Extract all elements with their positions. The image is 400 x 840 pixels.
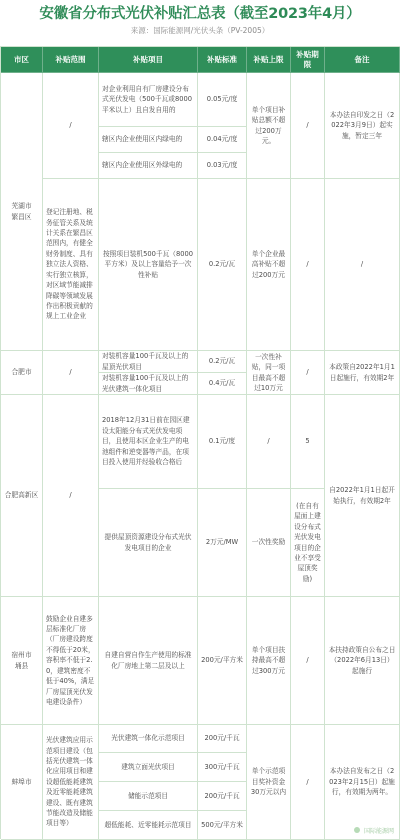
std-suzhou: 200元/平方米 (198, 597, 247, 725)
city-gaoxin: 合肥高新区 (1, 395, 43, 597)
item-bengbu-1: 光伏建筑一体化示范项目 (99, 725, 198, 753)
cap-bengbu: 单个示范项目奖补资金30万元以内 (247, 725, 291, 840)
std-bengbu-1: 200元/千瓦 (198, 725, 247, 753)
note-wuhu-1: 本办法自印发之日（2022年3月9日）起实施，暂定三年 (325, 73, 400, 179)
term-wuhu-2: / (291, 179, 325, 351)
page-title: 安徽省分布式光伏补贴汇总表（截至2023年4月） (0, 2, 400, 23)
scope-gaoxin: / (43, 395, 99, 597)
scope-wuhu-1: / (43, 73, 99, 179)
std-hefei-1: 0.2元/瓦 (198, 351, 247, 373)
header-city: 市区 (1, 47, 43, 73)
header-term: 补贴期限 (291, 47, 325, 73)
item-hefei-1: 对装机容量100千瓦及以上的屋顶光伏项目 (99, 351, 198, 373)
scope-suzhou: 鼓励企业自建多层标准化厂房（厂房建设跨度不得低于20米，容积率不低于2.0，建筑密度不低于40%，满足厂房屋顶光伏发电建设条件） (43, 597, 99, 725)
term-wuhu-1: / (291, 73, 325, 179)
scope-wuhu-2: 登记注册地、税务征管关系及统计关系在繁昌区范围内，有健全财务制度、具有独立法人资格、实行独立核算，对区域节能减排降碳等领域发展作出积极贡献的规上工业企业 (43, 179, 99, 351)
header-standard: 补贴标准 (198, 47, 247, 73)
cap-gaoxin-1: / (247, 395, 291, 489)
std-wuhu-3: 0.03元/度 (198, 153, 247, 179)
cap-suzhou: 单个项目扶持最高不超过300万元 (247, 597, 291, 725)
sun-logo-icon (352, 825, 362, 835)
watermark-text: 国际能源网 (364, 826, 394, 835)
watermark (352, 825, 394, 835)
item-suzhou: 自建自营自作生产使用的标准化厂房地上第二层及以上 (99, 597, 198, 725)
item-bengbu-2: 建筑立面光伏项目 (99, 753, 198, 782)
term-hefei: / (291, 351, 325, 395)
item-wuhu-3: 辖区内企业使用区外绿电的 (99, 153, 198, 179)
header-note: 备注 (325, 47, 400, 73)
item-bengbu-3: 储能示范项目 (99, 782, 198, 811)
std-wuhu-2: 0.04元/度 (198, 127, 247, 153)
term-suzhou: / (291, 597, 325, 725)
source-line: 来源：国际能源网/光伏头条（PV-2005） (0, 25, 400, 36)
scope-hefei: / (43, 351, 99, 395)
std-wuhu-4: 0.2元/瓦 (198, 179, 247, 351)
std-gaoxin-2: 2万元/MW (198, 489, 247, 597)
note-bengbu: 本办法自发布之日（2023年2月15日）起施行，有效期为两年。 (325, 725, 400, 840)
term-gaoxin-1: 5 (291, 395, 325, 489)
header-scope: 补贴范围 (43, 47, 99, 73)
std-bengbu-3: 200元/千瓦 (198, 782, 247, 811)
note-hefei: 本政策自2022年1月1日起施行，有效期2年 (325, 351, 400, 395)
note-wuhu-2: / (325, 179, 400, 351)
cap-wuhu-2: 单个企业最高补贴不超过200万元 (247, 179, 291, 351)
std-wuhu-1: 0.05元/度 (198, 73, 247, 127)
city-hefei: 合肥市 (1, 351, 43, 395)
header-item: 补贴项目 (99, 47, 198, 73)
item-wuhu-4: 按照项目装机500千瓦（8000平方米）及以上容量给予一次性补贴 (99, 179, 198, 351)
item-bengbu-4: 超低能耗、近零能耗示范项目 (99, 811, 198, 840)
item-wuhu-2: 辖区内企业使用区内绿电的 (99, 127, 198, 153)
note-gaoxin: 自2022年1月1日起开始执行，有效期2年 (325, 395, 400, 597)
std-bengbu-4: 500元/平方米 (198, 811, 247, 840)
scope-bengbu: 光伏建筑应用示范项目建设（包括光伏建筑一体化应用项目和建设超低能耗建筑及近零能耗建筑建设、既有建筑节能改造及储能项目等） (43, 725, 99, 840)
std-bengbu-2: 300元/千瓦 (198, 753, 247, 782)
item-gaoxin-2: 提供屋顶资源建设分布式光伏发电项目的企业 (99, 489, 198, 597)
city-suzhou: 宿州市 埇县 (1, 597, 43, 725)
term-gaoxin-2: (在自有屋面上建设分布式光伏发电项目的企业不享受屋顶奖励) (291, 489, 325, 597)
item-wuhu-1: 对企业利用自有厂房建设分布式光伏发电（500千瓦或8000平米以上）且自发自用的 (99, 73, 198, 127)
item-gaoxin-1: 2018年12月31日前在园区建设太阳能分布式光伏发电项目，且使用本区企业生产的电池组件和逆变器等产品，在项目投入使用并经验收合格后 (99, 395, 198, 489)
cap-hefei: 一次性补贴，同一项目最高不超过10万元 (247, 351, 291, 395)
std-hefei-2: 0.4元/瓦 (198, 373, 247, 395)
subsidy-table (0, 46, 400, 839)
term-bengbu: / (291, 725, 325, 840)
note-suzhou: 本扶持政策自公布之日（2022年6月13日）起施行 (325, 597, 400, 725)
cap-wuhu-1: 单个项目补贴总额不超过200万元。 (247, 73, 291, 179)
header-cap: 补贴上限 (247, 47, 291, 73)
cap-gaoxin-2: 一次性奖励 (247, 489, 291, 597)
city-bengbu: 蚌埠市 (1, 725, 43, 840)
std-gaoxin-1: 0.1元/度 (198, 395, 247, 489)
item-hefei-2: 对装机容量100千瓦及以上的光伏建筑一体化项目 (99, 373, 198, 395)
city-wuhu: 芜湖市 繁昌区 (1, 73, 43, 351)
